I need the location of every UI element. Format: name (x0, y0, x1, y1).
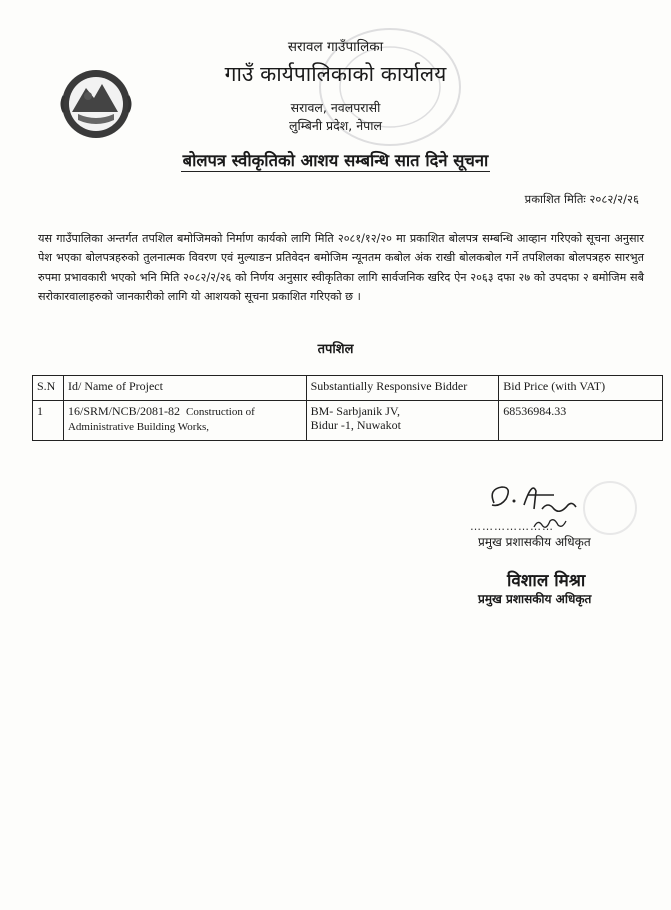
signatory-name: विशाल मिश्रा (507, 571, 586, 591)
municipality-name: सरावल गाउँपालिका (287, 39, 384, 55)
header-bidder: Substantially Responsive Bidder (306, 376, 499, 401)
province-name: लुम्बिनी प्रदेश, नेपाल (288, 118, 382, 133)
signatory-title: प्रमुख प्रशासकीय अधिकृत (478, 535, 591, 549)
cell-price: 68536984.33 (499, 401, 663, 441)
notice-body: यस गाउँपालिका अन्तर्गत तपशिल बमोजिमको निर्माण कार्यको लागि मिति २०८१/१२/२० मा प्रकाशित बोलपत्र सम्बन्धि आव्हान गरिएको सूचना अनुसार पेश भएका बोलपत्रहरुको तुलनात्मक विवरण एवं मुल्याङन प्रतिवेदन बमोजिम न्यूनतम कबोल अंक राखी बोलकबोल गर्ने तपशिलका बोलपत्रहरु सारभुत रुपमा प्रभावकारी भएको भनि मिति २०८२/२/२६ को निर्णय अनुसार स्वीकृतिका लागि सार्वजनिक खरिद ऐन २०६३ दफा २७ को उपदफा २ बमोजिम सबै सरोकारवालाहरुको जानकारीको लागि यो आशयको सूचना प्रकाशित गरिएको छ । (38, 232, 644, 303)
table-row (33, 401, 663, 441)
project-name: Construction of Administrative Building Works, (67, 406, 255, 433)
notice-subject: बोलपत्र स्वीकृतिको आशय सम्बन्धि सात दिने सूचना (182, 151, 489, 170)
header-price: Bid Price (with VAT) (499, 376, 663, 401)
table-title: तपशिल (317, 342, 354, 357)
cell-sn: 1 (33, 401, 64, 441)
office-name: गाउँ कार्यपालिकाको कार्यालय (224, 62, 447, 86)
signature-dotted-line: ………………… (470, 520, 554, 533)
bidder-line1: BM- Sarbjanik JV, (310, 404, 401, 418)
signatory-designation: प्रमुख प्रशासकीय अधिकृत (478, 592, 592, 606)
project-table (32, 375, 663, 441)
header-project: Id/ Name of Project (63, 376, 306, 401)
project-id: 16/SRM/NCB/2081-82 (67, 404, 181, 418)
office-location: सरावल, नवलपरासी (290, 100, 381, 115)
signature-stamp-watermark (580, 478, 640, 538)
cell-bidder (306, 401, 499, 441)
bidder-line2: Bidur -1, Nuwakot (310, 418, 401, 432)
header-sn: S.N (33, 376, 64, 401)
published-date: प्रकाशित मितिः २०८२/२/२६ (524, 192, 639, 206)
table-header-row (33, 376, 663, 401)
cell-project (63, 401, 306, 441)
